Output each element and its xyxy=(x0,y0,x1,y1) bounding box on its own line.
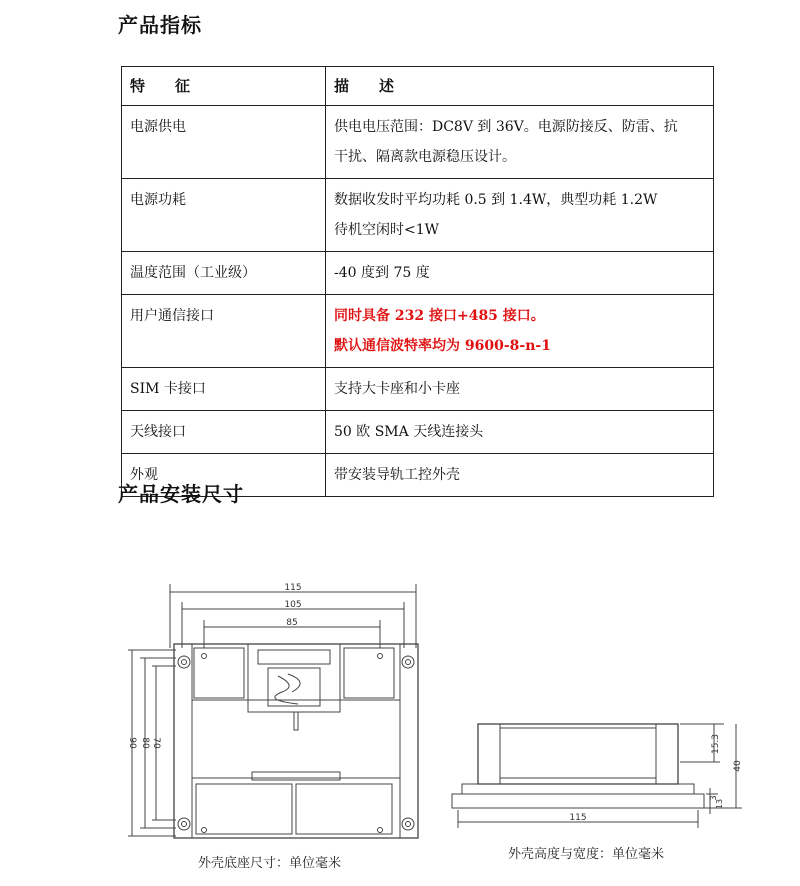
header-description: 描 述 xyxy=(326,67,714,106)
base-drawing-caption: 外壳底座尺寸：单位毫米 xyxy=(198,856,342,871)
description-cell xyxy=(326,179,714,252)
dim-height-80: 80 xyxy=(140,737,150,749)
description-line: 干扰、隔离款电源稳压设计。 xyxy=(334,149,516,165)
description-cell xyxy=(326,454,714,497)
table-header-row xyxy=(122,67,714,106)
description-line: 默认通信波特率均为 9600-8-n-1 xyxy=(334,338,551,354)
feature-cell: 电源供电 xyxy=(122,106,326,179)
dim-width-85: 85 xyxy=(286,618,298,628)
description-line: 带安装导轨工控外壳 xyxy=(334,467,460,483)
feature-cell: SIM 卡接口 xyxy=(122,368,326,411)
table-row xyxy=(122,179,714,252)
base-drawing xyxy=(118,578,448,850)
dim-height-70: 70 xyxy=(151,737,161,749)
spec-table xyxy=(121,66,714,497)
section-title-specs: 产品指标 xyxy=(118,13,202,37)
description-line: 待机空闲时<1W xyxy=(334,222,440,238)
description-line: 数据收发时平均功耗 0.5 到 1.4W，典型功耗 1.2W xyxy=(334,192,658,208)
description-line: 支持大卡座和小卡座 xyxy=(334,381,460,397)
feature-cell: 天线接口 xyxy=(122,411,326,454)
description-line: 50 欧 SMA 天线连接头 xyxy=(334,424,484,440)
dim-width-115: 115 xyxy=(284,583,302,593)
side-drawing xyxy=(448,712,748,842)
description-line: -40 度到 75 度 xyxy=(334,265,430,281)
feature-cell: 温度范围（工业级） xyxy=(122,252,326,295)
dim-width-105: 105 xyxy=(284,600,302,610)
feature-cell: 外观 xyxy=(122,454,326,497)
side-drawing-caption: 外壳高度与宽度：单位毫米 xyxy=(508,847,665,862)
table-row xyxy=(122,368,714,411)
dim-13: 13 xyxy=(715,798,724,810)
description-cell xyxy=(326,106,714,179)
table-row xyxy=(122,411,714,454)
header-feature: 特 征 xyxy=(122,67,326,106)
dim-height-40: 40 xyxy=(733,760,743,772)
description-cell xyxy=(326,295,714,368)
table-row xyxy=(122,252,714,295)
dim-3: 3 xyxy=(709,795,718,801)
feature-cell: 用户通信接口 xyxy=(122,295,326,368)
table-row xyxy=(122,106,714,179)
description-cell xyxy=(326,411,714,454)
feature-cell: 电源功耗 xyxy=(122,179,326,252)
description-cell xyxy=(326,368,714,411)
description-cell xyxy=(326,252,714,295)
description-line: 供电电压范围：DC8V 到 36V。电源防接反、防雷、抗 xyxy=(334,119,678,135)
description-line: 同时具备 232 接口+485 接口。 xyxy=(334,308,545,324)
dim-length-115: 115 xyxy=(569,813,587,823)
dim-height-90: 90 xyxy=(127,737,137,749)
section-title-dimensions: 产品安装尺寸 xyxy=(118,482,244,506)
table-row xyxy=(122,295,714,368)
dim-top-15-3: 15.3 xyxy=(711,733,721,755)
